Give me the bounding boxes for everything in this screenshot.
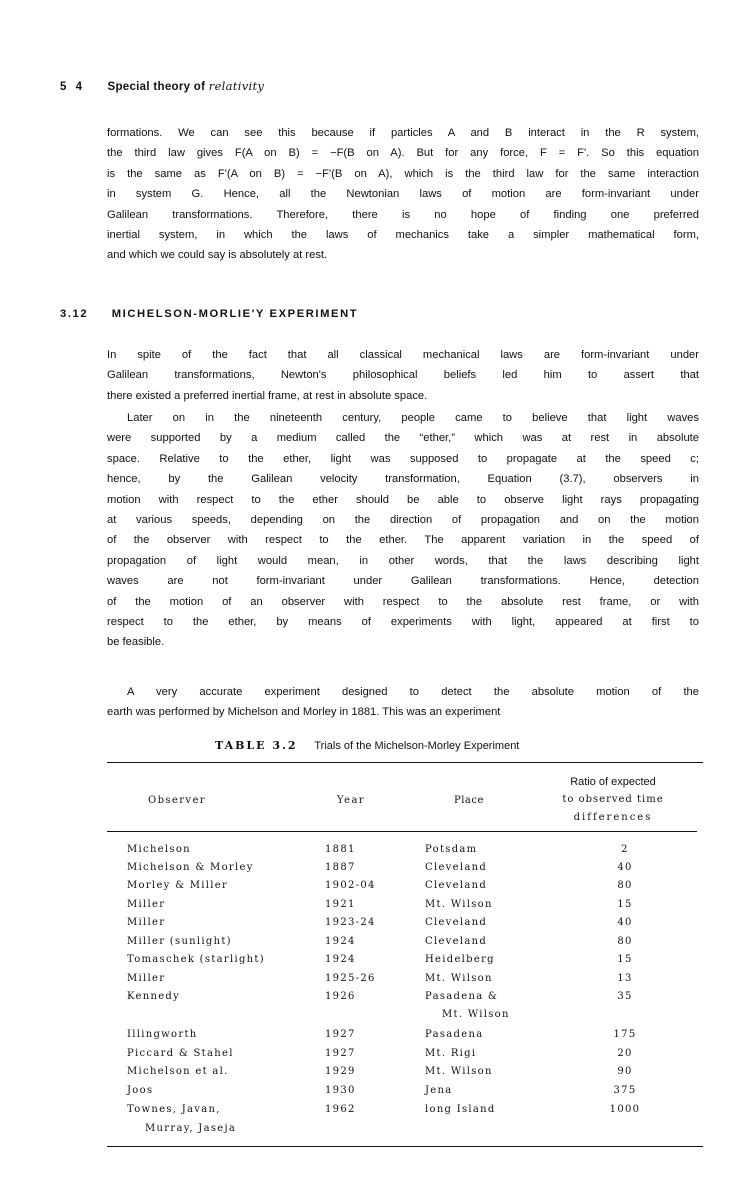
text-line: respect to the ether, by means of experiments with light, appeared at first to [107, 616, 699, 629]
cell-year: 1921 [325, 899, 356, 910]
cell-year: 1924 [325, 954, 356, 965]
cell-year: 1930 [325, 1085, 356, 1096]
cell-year: 1881 [325, 844, 356, 855]
cell-ratio: 90 [617, 1066, 633, 1077]
cell-year: 1924 [325, 936, 356, 947]
cell-year: 1923-24 [325, 917, 376, 928]
cell-place: Jena [425, 1085, 453, 1096]
paragraph-3 [107, 682, 699, 723]
header-ratio [538, 773, 688, 827]
cell-year: 1927 [325, 1029, 356, 1040]
cell-place: Mt. Wilson [425, 899, 493, 910]
cell-observer-continued: Murray, Jaseja [145, 1123, 237, 1134]
cell-ratio: 2 [621, 844, 629, 855]
cell-place: Cleveland [425, 880, 488, 891]
cell-place: Potsdam [425, 844, 478, 855]
table-row [0, 880, 748, 898]
text-line: A very accurate experiment designed to detect the absolute motion of the [127, 686, 699, 698]
cell-observer: Michelson [127, 844, 191, 855]
table-row [0, 1029, 748, 1047]
text-line: is the same as F'(A on B) = −F'(B on A), which is the third law for the same interaction [107, 167, 699, 180]
table-title: Trials of the Michelson-Morley Experiment [314, 740, 520, 752]
text-line: propagation of light would mean, in other words, that the laws describing light [107, 554, 699, 567]
cell-observer: Miller [127, 917, 166, 928]
table-row [0, 899, 748, 917]
cell-observer: Miller [127, 973, 166, 984]
text-line: space. Relative to the ether, light was supposed to propagate at the speed c; [107, 452, 699, 465]
running-title: Special theory of [107, 81, 206, 93]
cell-ratio: 80 [617, 880, 633, 891]
text-line: motion with respect to the ether should be able to observe light rays propagating [107, 493, 699, 506]
cell-place: Mt. Rigi [425, 1048, 477, 1059]
text-line: were supported by a medium called the “ether,” which was at rest in absolute [107, 432, 699, 445]
text-line: the third law gives F(A on B) = −F(B on A). But for any force, F = F'. So this equation [107, 147, 699, 160]
cell-observer: Michelson & Morley [127, 862, 254, 873]
text-line: In spite of the fact that all classical mechanical laws are form-invariant under [107, 349, 699, 361]
cell-place-continued: Mt. Wilson [442, 1009, 510, 1020]
cell-observer: Piccard & Stahel [127, 1048, 234, 1059]
table-row [0, 936, 748, 954]
table-caption [215, 739, 519, 752]
cell-place: Cleveland [425, 862, 488, 873]
table-bottom-rule [107, 1146, 703, 1147]
table-row [0, 1066, 748, 1084]
text-line: of the motion of an observer with respect to the absolute rest frame, or with [107, 595, 699, 608]
table-row [0, 991, 748, 1020]
table-row [0, 844, 748, 862]
cell-ratio: 80 [617, 936, 633, 947]
text-line: of the observer with respect to the ether. The apparent variation in the speed of [107, 534, 699, 547]
section-title: MICHELSON-MORLIE'Y EXPERIMENT [111, 308, 359, 320]
cell-ratio: 40 [617, 917, 633, 928]
cell-ratio: 15 [617, 899, 633, 910]
cell-year: 1962 [325, 1104, 356, 1115]
cell-place: Cleveland [425, 917, 488, 928]
paragraph-2 [107, 408, 699, 653]
cell-ratio: 13 [617, 973, 633, 984]
cell-ratio: 35 [617, 991, 633, 1002]
cell-observer: Morley & Miller [127, 880, 229, 891]
cell-year: 1929 [325, 1066, 356, 1077]
text-line: formations. We can see this because if particles A and B interact in the R system, [107, 127, 699, 139]
running-title-italic: relativity [208, 79, 265, 93]
paragraph-1 [107, 345, 699, 406]
page-number: 5 4 [60, 81, 85, 93]
cell-place: Cleveland [425, 936, 488, 947]
text-line: at various speeds, depending on the direction of propagation and on the motion [107, 514, 699, 527]
text-line: Later on in the nineteenth century, people came to believe that light waves [127, 412, 699, 424]
text-line: hence, by the Galilean velocity transformation, Equation (3.7), observers in [107, 473, 699, 486]
cell-place: Mt. Wilson [425, 973, 493, 984]
table-row [0, 1104, 748, 1134]
header-ratio-line-2: to observed time [562, 794, 664, 805]
cell-observer: Joos [127, 1085, 154, 1096]
text-line: in system G. Hence, all the Newtonian laws of motion are form-invariant under [107, 188, 699, 201]
text-line: Galilean transformations. Therefore, there is no hope of finding one preferred [107, 208, 699, 221]
table-row [0, 917, 748, 935]
cell-ratio: 375 [613, 1085, 637, 1096]
cell-ratio: 15 [617, 954, 633, 965]
cell-observer: Illingworth [127, 1029, 198, 1040]
cell-year: 1927 [325, 1048, 356, 1059]
table-row [0, 954, 748, 972]
cell-year: 1925-26 [325, 973, 376, 984]
cell-ratio: 175 [613, 1029, 637, 1040]
intro-paragraph [107, 123, 699, 266]
section-number: 3.12 [60, 308, 89, 320]
text-line: Galilean transformations, Newton's philosophical beliefs led him to assert that [107, 369, 699, 382]
table-label: TABLE 3.2 [215, 739, 298, 752]
cell-ratio: 20 [617, 1048, 633, 1059]
cell-place: Mt. Wilson [425, 1066, 493, 1077]
text-line: there existed a preferred inertial frame, at rest in absolute space. [107, 389, 428, 402]
cell-observer: Townes, Javan, [127, 1104, 221, 1115]
text-line: inertial system, in which the laws of mechanics take a simpler mathematical form, [107, 229, 699, 242]
cell-year: 1926 [325, 991, 356, 1002]
section-heading [60, 308, 358, 320]
table-row [0, 973, 748, 991]
table-row [0, 1048, 748, 1066]
cell-observer: Miller (sunlight) [127, 936, 232, 947]
cell-place: Pasadena [425, 1029, 484, 1040]
header-observer: Observer [148, 795, 206, 806]
cell-year: 1887 [325, 862, 356, 873]
cell-place: long Island [425, 1104, 496, 1115]
cell-place: Pasadena & [425, 991, 499, 1002]
table-top-rule [107, 762, 703, 763]
running-header [60, 79, 264, 93]
table-header-rule [107, 831, 697, 832]
cell-ratio: 1000 [609, 1104, 641, 1115]
header-year: Year [337, 795, 365, 806]
table-row [0, 1085, 748, 1103]
text-line: waves are not form-invariant under Galilean transformations. Hence, detection [107, 575, 699, 588]
cell-observer: Tomaschek (starlight) [127, 954, 265, 965]
text-line: earth was performed by Michelson and Morley in 1881. This was an experiment [107, 706, 501, 719]
text-line: and which we could say is absolutely at rest. [107, 249, 328, 262]
cell-observer: Michelson et al. [127, 1066, 229, 1077]
cell-ratio: 40 [617, 862, 633, 873]
cell-place: Heidelberg [425, 954, 495, 965]
cell-observer: Miller [127, 899, 166, 910]
text-line: be feasible. [107, 636, 165, 649]
header-ratio-line-1: Ratio of expected [570, 776, 656, 788]
table-row [0, 862, 748, 880]
cell-year: 1902-04 [325, 880, 376, 891]
header-ratio-line-3: differences [573, 812, 653, 823]
cell-observer: Kennedy [127, 991, 181, 1002]
header-place: Place [454, 795, 484, 806]
